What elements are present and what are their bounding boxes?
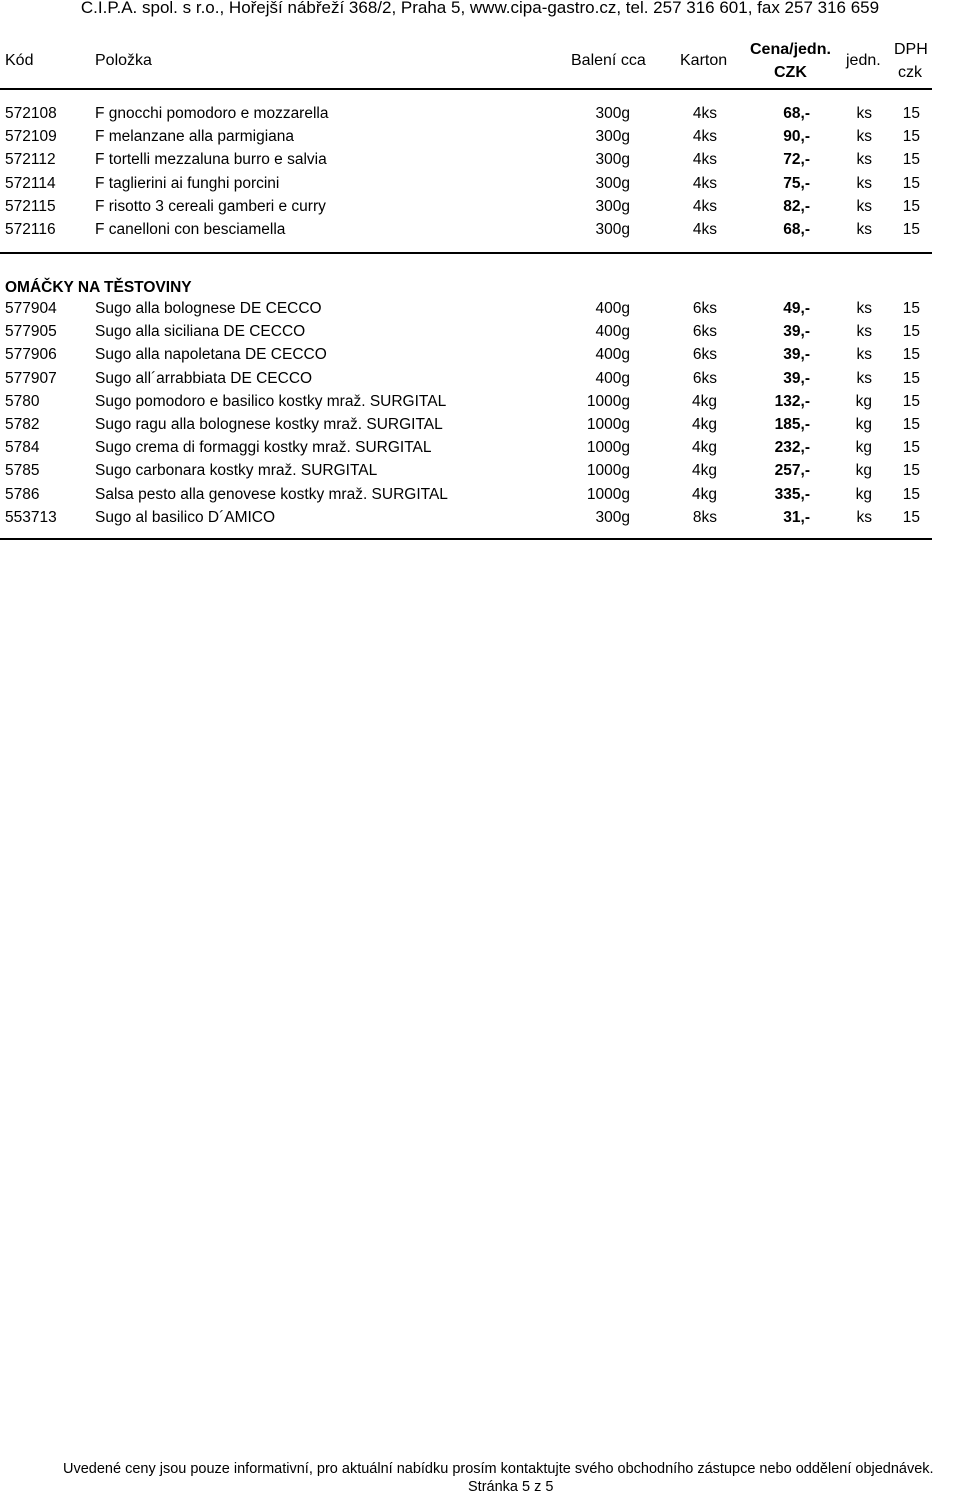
product-code: 572116 xyxy=(5,221,56,238)
carton-size: 4ks xyxy=(692,105,717,122)
product-name: F gnocchi pomodoro e mozzarella xyxy=(95,105,329,122)
vat-rate: 15 xyxy=(902,369,920,387)
vat-rate: 15 xyxy=(902,105,920,122)
table-row xyxy=(0,300,932,322)
column-header-pack: Balení cca xyxy=(571,52,646,69)
unit-price: 39,- xyxy=(783,369,810,387)
page-number: Stránka 5 z 5 xyxy=(468,1479,554,1495)
product-code: 577904 xyxy=(5,300,57,317)
unit: ks xyxy=(856,128,872,146)
table-end-divider xyxy=(0,538,932,540)
column-header-price: Cena/jedn. xyxy=(750,41,831,58)
group-divider xyxy=(0,252,932,254)
package-size: 400g xyxy=(595,369,630,387)
product-code: 572112 xyxy=(5,151,56,169)
product-name: F tortelli mezzaluna burro e salvia xyxy=(95,151,327,169)
unit: kg xyxy=(855,439,872,457)
unit-price: 82,- xyxy=(783,197,810,215)
carton-size: 6ks xyxy=(692,369,717,387)
vat-rate: 15 xyxy=(902,416,920,433)
carton-size: 4kg xyxy=(692,462,717,480)
product-code: 572108 xyxy=(5,105,57,122)
table-row xyxy=(0,462,932,484)
unit-price: 75,- xyxy=(783,174,810,192)
product-name: Sugo all´arrabbiata DE CECCO xyxy=(95,369,313,387)
column-header-unit: jedn. xyxy=(846,52,881,69)
vat-rate: 15 xyxy=(902,392,920,410)
package-size: 1000g xyxy=(586,439,630,457)
company-header: C.I.P.A. spol. s r.o., Hořejší nábřeží 368/2, Praha 5, www.cipa-gastro.cz, tel. 257 316 601, fax 257 316 659 xyxy=(80,0,880,17)
disclaimer: Uvedené ceny jsou pouze informativní, pro aktuální nabídku prosím kontaktujte svého obchodního zástupce nebo oddělení objednávek. xyxy=(63,1461,934,1477)
vat-rate: 15 xyxy=(902,439,920,457)
package-size: 1000g xyxy=(586,462,630,480)
vat-rate: 15 xyxy=(902,485,920,503)
unit: ks xyxy=(856,151,872,169)
vat-rate: 15 xyxy=(902,300,920,317)
vat-rate: 15 xyxy=(902,323,920,341)
vat-rate: 15 xyxy=(902,197,920,215)
unit-price: 31,- xyxy=(783,508,810,526)
vat-rate: 15 xyxy=(902,508,920,526)
unit: ks xyxy=(856,197,872,215)
column-header-vat: DPH xyxy=(894,41,928,58)
unit-price: 185,- xyxy=(774,416,810,433)
package-size: 1000g xyxy=(586,392,630,410)
carton-size: 6ks xyxy=(692,323,717,341)
package-size: 300g xyxy=(595,128,630,146)
section-title-sauces: OMÁČKY NA TĚSTOVINY xyxy=(5,279,192,296)
carton-size: 4kg xyxy=(692,439,717,457)
vat-rate: 15 xyxy=(902,462,920,480)
table-row xyxy=(0,486,932,508)
product-name: Sugo ragu alla bolognese kostky mraž. SURGITAL xyxy=(95,416,443,433)
unit: kg xyxy=(855,462,872,480)
package-size: 400g xyxy=(595,346,630,364)
product-code: 577905 xyxy=(5,323,57,341)
carton-size: 8ks xyxy=(692,508,717,526)
product-code: 577906 xyxy=(5,346,57,364)
product-name: F canelloni con besciamella xyxy=(95,221,286,238)
unit: ks xyxy=(856,369,872,387)
product-code: 572114 xyxy=(5,174,56,192)
unit-price: 257,- xyxy=(774,462,810,480)
unit: ks xyxy=(856,346,872,364)
vat-rate: 15 xyxy=(902,174,920,192)
product-name: Sugo alla siciliana DE CECCO xyxy=(95,323,306,341)
product-code: 5785 xyxy=(5,462,40,480)
product-code: 572109 xyxy=(5,128,57,146)
product-name: Sugo alla napoletana DE CECCO xyxy=(95,346,327,364)
table-row xyxy=(0,416,932,438)
table-row xyxy=(0,346,932,368)
unit-price: 90,- xyxy=(783,128,810,146)
product-name: Sugo pomodoro e basilico kostky mraž. SURGITAL xyxy=(95,392,447,410)
unit-price: 335,- xyxy=(774,485,810,503)
table-row xyxy=(0,198,932,220)
product-code: 577907 xyxy=(5,369,57,387)
unit: kg xyxy=(855,416,872,433)
package-size: 1000g xyxy=(586,416,630,433)
package-size: 300g xyxy=(595,508,630,526)
package-size: 300g xyxy=(595,197,630,215)
carton-size: 4ks xyxy=(692,151,717,169)
table-row xyxy=(0,509,932,531)
header-divider xyxy=(0,88,932,90)
package-size: 300g xyxy=(595,174,630,192)
product-code: 5780 xyxy=(5,392,40,410)
unit-price: 68,- xyxy=(783,221,810,238)
table-row xyxy=(0,128,932,150)
product-name: Sugo carbonara kostky mraž. SURGITAL xyxy=(95,462,378,480)
unit-price: 39,- xyxy=(783,323,810,341)
column-header-box: Karton xyxy=(680,52,728,69)
product-name: F risotto 3 cereali gamberi e curry xyxy=(95,197,326,215)
product-name: Sugo alla bolognese DE CECCO xyxy=(95,300,322,317)
carton-size: 6ks xyxy=(692,300,717,317)
package-size: 1000g xyxy=(586,485,630,503)
product-name: F melanzane alla parmigiana xyxy=(95,128,295,146)
column-header-vat-currency: czk xyxy=(898,64,922,81)
column-header-item: Položka xyxy=(95,52,152,69)
package-size: 400g xyxy=(595,300,630,317)
product-code: 5784 xyxy=(5,439,40,457)
column-header-code: Kód xyxy=(5,52,34,69)
unit: ks xyxy=(856,221,872,238)
product-code: 572115 xyxy=(5,197,56,215)
package-size: 400g xyxy=(595,323,630,341)
table-row xyxy=(0,105,932,127)
table-row xyxy=(0,323,932,345)
table-row xyxy=(0,439,932,461)
carton-size: 4ks xyxy=(692,128,717,146)
product-code: 553713 xyxy=(5,508,57,526)
table-row xyxy=(0,151,932,173)
product-name: Salsa pesto alla genovese kostky mraž. SURGITAL xyxy=(95,485,448,503)
column-header-price-currency: CZK xyxy=(774,64,807,81)
table-row xyxy=(0,175,932,197)
package-size: 300g xyxy=(595,105,630,122)
unit: kg xyxy=(855,392,872,410)
carton-size: 4kg xyxy=(692,392,717,410)
unit-price: 132,- xyxy=(774,392,810,410)
unit-price: 49,- xyxy=(783,300,810,317)
unit-price: 39,- xyxy=(783,346,810,364)
unit: ks xyxy=(856,105,872,122)
carton-size: 4ks xyxy=(692,197,717,215)
carton-size: 6ks xyxy=(692,346,717,364)
vat-rate: 15 xyxy=(902,346,920,364)
table-row xyxy=(0,221,932,243)
table-row xyxy=(0,370,932,392)
carton-size: 4ks xyxy=(692,174,717,192)
carton-size: 4ks xyxy=(692,221,717,238)
product-name: F taglierini ai funghi porcini xyxy=(95,174,280,192)
table-row xyxy=(0,393,932,415)
package-size: 300g xyxy=(595,221,630,238)
unit-price: 232,- xyxy=(774,439,810,457)
vat-rate: 15 xyxy=(902,151,920,169)
vat-rate: 15 xyxy=(902,221,920,238)
unit: ks xyxy=(856,508,872,526)
package-size: 300g xyxy=(595,151,630,169)
carton-size: 4kg xyxy=(692,416,717,433)
unit: ks xyxy=(856,174,872,192)
unit-price: 68,- xyxy=(783,105,810,122)
carton-size: 4kg xyxy=(692,485,717,503)
product-name: Sugo al basilico D´AMICO xyxy=(95,508,276,526)
unit: ks xyxy=(856,323,872,341)
product-code: 5782 xyxy=(5,416,40,433)
unit: ks xyxy=(856,300,872,317)
product-code: 5786 xyxy=(5,485,40,503)
unit: kg xyxy=(855,485,872,503)
vat-rate: 15 xyxy=(902,128,920,146)
product-name: Sugo crema di formaggi kostky mraž. SURGITAL xyxy=(95,439,432,457)
unit-price: 72,- xyxy=(783,151,810,169)
